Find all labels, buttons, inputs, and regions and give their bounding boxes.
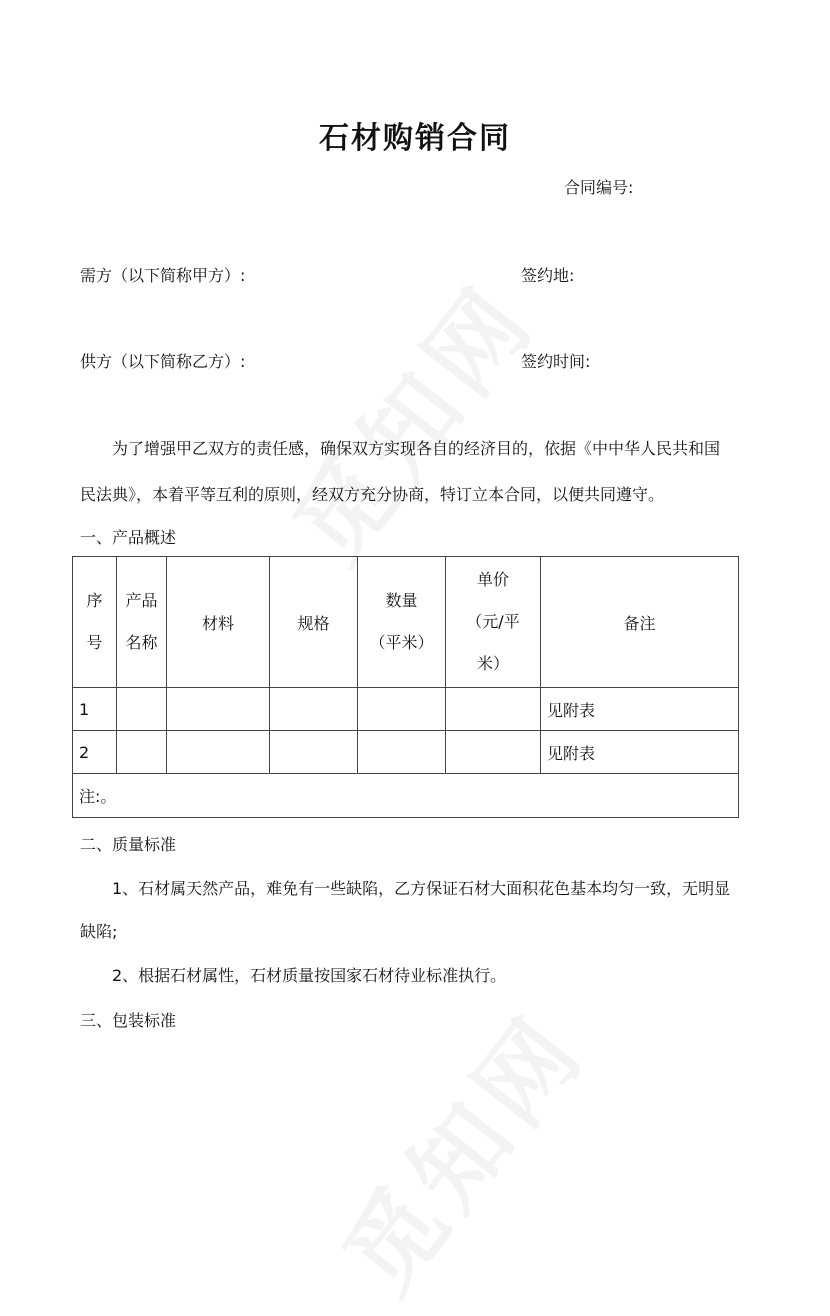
header-seq-line-1: 序 xyxy=(86,591,103,610)
section-3-heading: 三、包装标准 xyxy=(80,1011,177,1030)
row-2-material xyxy=(167,731,270,774)
row-2-seq: 2 xyxy=(73,731,117,774)
quality-item-1-line-2: 缺陷; xyxy=(80,922,118,941)
row-2-note: 见附表 xyxy=(541,731,739,774)
table-header-row xyxy=(73,557,739,688)
document-title: 石材购销合同 xyxy=(319,121,511,156)
header-unit-price xyxy=(446,557,541,688)
row-2-spec xyxy=(270,731,358,774)
row-1-quantity xyxy=(358,688,446,731)
header-note: 备注 xyxy=(541,557,739,688)
header-seq-line-2: 号 xyxy=(86,633,103,652)
row-2-price xyxy=(446,731,541,774)
product-table xyxy=(72,556,739,818)
row-1-material xyxy=(167,688,270,731)
supplier-label: 供方（以下简称乙方）: xyxy=(80,352,246,371)
quality-item-2: 2、根据石材属性，石材质量按国家石材待业标准执行。 xyxy=(112,966,507,985)
row-1-name xyxy=(117,688,167,731)
row-2-quantity xyxy=(358,731,446,774)
sign-place-label: 签约地: xyxy=(521,266,575,285)
intro-line-2: 民法典》，本着平等互利的原则，经双方充分协商，特订立本合同，以便共同遵守。 xyxy=(80,485,665,504)
header-material: 材料 xyxy=(167,557,270,688)
header-unit-price-line-1: 单价 xyxy=(476,570,509,589)
watermark-bottom xyxy=(307,981,611,1316)
section-1-heading: 一、产品概述 xyxy=(80,528,177,547)
table-footnote-row xyxy=(73,774,739,818)
buyer-label: 需方（以下简称甲方）: xyxy=(80,266,246,285)
row-2-name xyxy=(117,731,167,774)
header-product-name xyxy=(117,557,167,688)
row-1-spec xyxy=(270,688,358,731)
row-1-price xyxy=(446,688,541,731)
contract-number-label: 合同编号: xyxy=(564,178,634,197)
intro-line-1: 为了增强甲乙双方的责任感，确保双方实现各自的经济目的，依据《中中华人民共和国 xyxy=(112,439,721,458)
header-product-name-line-1: 产品 xyxy=(125,591,158,610)
table-row xyxy=(73,731,739,774)
header-unit-price-line-3: 米） xyxy=(476,654,509,673)
header-quantity xyxy=(358,557,446,688)
row-1-seq: 1 xyxy=(73,688,117,731)
header-product-name-line-2: 名称 xyxy=(125,633,158,652)
quality-item-1-line-1: 1、石材属天然产品，难免有一些缺陷，乙方保证石材大面积花色基本均匀一致，无明显 xyxy=(112,879,731,898)
watermark xyxy=(257,251,561,586)
sign-time-label: 签约时间: xyxy=(521,352,591,371)
table-footnote: 注:。 xyxy=(73,774,739,818)
section-2-heading: 二、质量标准 xyxy=(80,835,177,854)
header-quantity-line-1: 数量 xyxy=(385,591,418,610)
table-row xyxy=(73,688,739,731)
row-1-note: 见附表 xyxy=(541,688,739,731)
header-seq xyxy=(73,557,117,688)
header-spec: 规格 xyxy=(270,557,358,688)
header-unit-price-line-2: （元/平 xyxy=(466,612,520,631)
header-quantity-line-2: （平米） xyxy=(369,633,434,652)
